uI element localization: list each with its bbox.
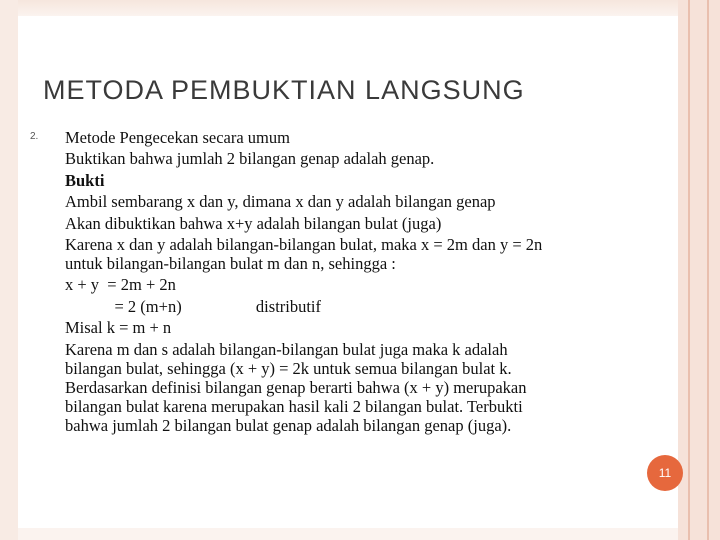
text-line-bold: Bukti	[65, 170, 105, 190]
page-number-badge: 11	[647, 455, 683, 491]
frame-right-line	[707, 0, 709, 540]
text-line: x + y = 2m + 2n	[65, 275, 176, 295]
text-line: Karena m dan s adalah bilangan-bilangan bulat juga maka k adalah	[65, 339, 508, 359]
text-line: Ambil sembarang x dan y, dimana x dan y adalah bilangan genap	[65, 192, 496, 212]
frame-top-border	[18, 0, 678, 16]
slide-title: METODA PEMBUKTIAN LANGSUNG	[43, 75, 525, 105]
text-line: bilangan bulat, sehingga (x + y) = 2k untuk semua bilangan bulat k.	[65, 358, 512, 378]
frame-bottom-border	[18, 528, 678, 540]
text-line: Metode Pengecekan secara umum	[65, 128, 290, 147]
text-line: Akan dibuktikan bahwa x+y adalah bilangan bulat (juga)	[65, 213, 442, 233]
frame-right-border	[678, 0, 720, 540]
proof-text	[65, 128, 630, 435]
text-line: Buktikan bahwa jumlah 2 bilangan genap adalah genap.	[65, 149, 435, 169]
text-line: Berdasarkan definisi bilangan genap berarti bahwa (x + y) merupakan	[65, 377, 527, 397]
text-line: = 2 (m+n) distributif	[65, 296, 322, 316]
text-line: bahwa jumlah 2 bilangan bulat genap adalah bilangan genap (juga).	[65, 415, 512, 435]
frame-left-border	[0, 0, 18, 540]
frame-right-line	[688, 0, 690, 540]
list-item-number: 2.	[30, 131, 39, 142]
text-line: Misal k = m + n	[65, 318, 172, 338]
text-line: untuk bilangan-bilangan bulat m dan n, sehingga :	[65, 253, 396, 273]
text-line: Karena x dan y adalah bilangan-bilangan bulat, maka x = 2m dan y = 2n	[65, 234, 543, 254]
text-line: bilangan bulat karena merupakan hasil kali 2 bilangan bulat. Terbukti	[65, 396, 523, 416]
